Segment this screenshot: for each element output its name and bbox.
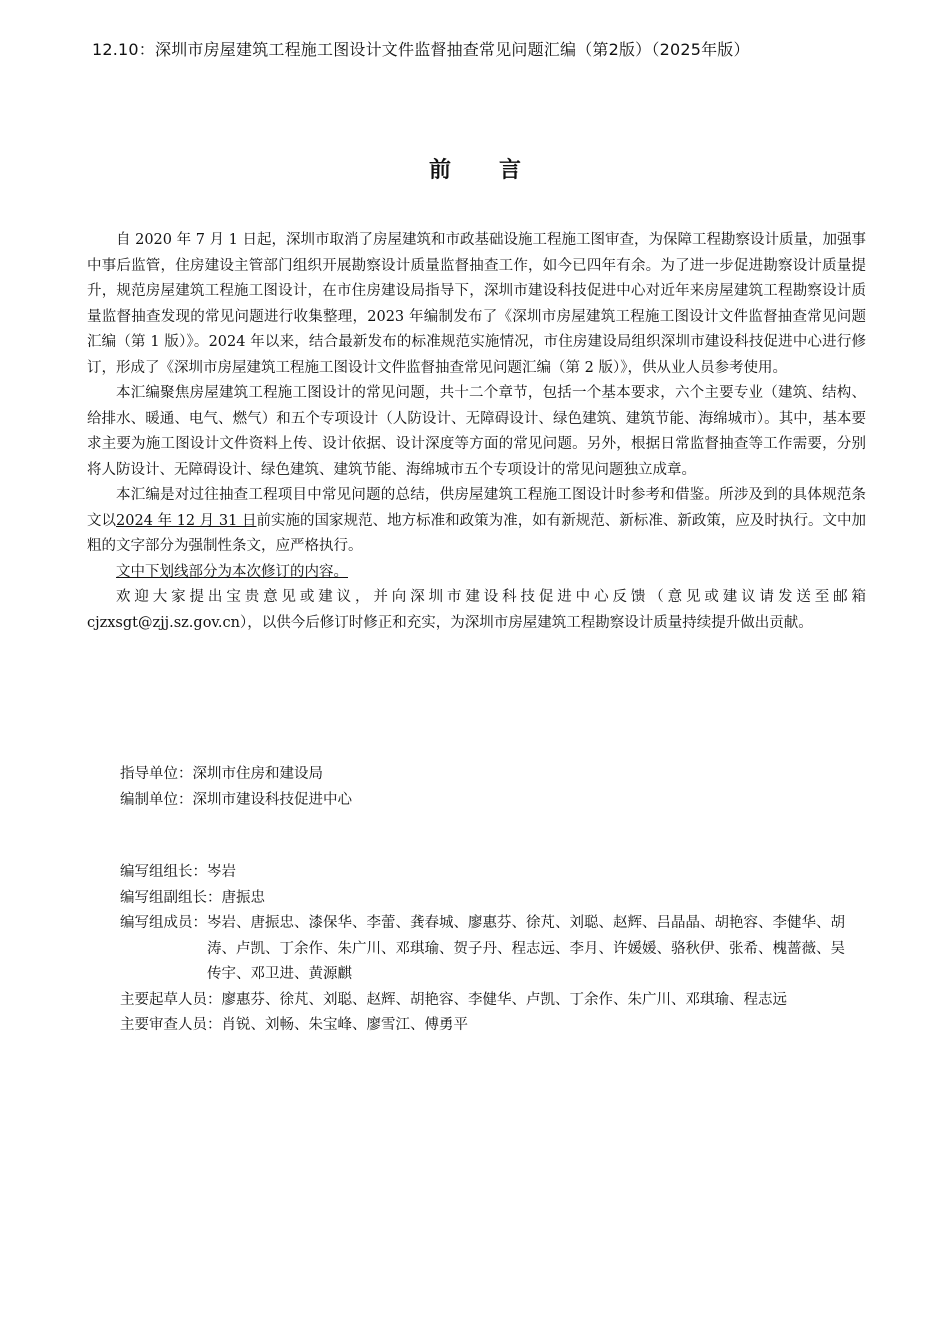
- editorial-team: [120, 860, 865, 1039]
- page-title: 前言: [428, 157, 569, 183]
- preface-paragraph-4: [87, 560, 866, 586]
- preface-body: [87, 228, 866, 636]
- deputy-leader-row: [120, 886, 865, 912]
- main-reviewers-row: [120, 1013, 865, 1039]
- preface-paragraph-1: 自 2020 年 7 月 1 日起，深圳市取消了房屋建筑和市政基础设施工程施工图审查，为保障工程勘察设计质量，加强事中事后监管，住房建设主管部门组织开展勘察设计质量监督抽查工作，如今已四年有余。为了进一步促进勘察设计质量提升，规范房屋建筑工程施工图设计，在市住房建设局指导下，深圳市建设科技促进中心对近年来房屋建筑工程勘察设计质量监督抽查发现的常见问题进行收集整理，2023 年编制发布了《深圳市房屋建筑工程施工图设计文件监督抽查常见问题汇编（第 1 版）》。2024 年以来，结合最新发布的标准规范实施情况，市住房建设局组织深圳市建设科技促进中心进行修订，形成了《深圳市房屋建筑工程施工图设计文件监督抽查常见问题汇编（第 2 版）》，供从业人员参考使用。: [87, 232, 867, 376]
- paragraph-3-text-start: 本汇编是对过往抽查工程项目中常见问题的总结，供房屋建筑工程施工图设计时参考和借鉴。所涉及到的具体规范条文以: [87, 487, 866, 529]
- revision-date-underlined: 2024 年 12 月 31 日: [116, 512, 257, 529]
- guiding-unit-label: 指导单位：: [120, 766, 193, 782]
- main-drafters-value: 廖惠芬、徐芃、刘聪、赵辉、胡艳容、李健华、卢凯、丁余作、朱广川、邓琪瑜、程志远: [221, 991, 787, 1008]
- guiding-unit-value: 深圳市住房和建设局: [192, 766, 323, 782]
- team-leader-row: [120, 860, 865, 886]
- preface-paragraph-2: 本汇编聚焦房屋建筑工程施工图设计的常见问题，共十二个章节，包括一个基本要求，六个主要专业（建筑、结构、给排水、暖通、电气、燃气）和五个专项设计（人防设计、无障碍设计、绿色建筑、建筑节能、海绵城市）。其中，基本要求主要为施工图设计文件资料上传、设计依据、设计深度等方面的常见问题。另外，根据日常监督抽查等工作需要，分别将人防设计、无障碍设计、绿色建筑、建筑节能、海绵城市五个专项设计的常见问题独立成章。: [87, 385, 866, 478]
- compiling-unit-value: 深圳市建设科技促进中心: [192, 791, 352, 808]
- team-members-row: [120, 911, 865, 988]
- compiling-unit-label: 编制单位：: [120, 791, 193, 808]
- preface-paragraph-3: [87, 483, 866, 560]
- team-members-value: 岑岩、唐振忠、漆保华、李蕾、龚春城、廖惠芬、徐芃、刘聪、赵辉、吕晶晶、胡艳容、李健华、胡涛、卢凯、丁余作、朱广川、邓琪瑜、贺子丹、程志远、李月、许媛媛、骆秋伊、张希、槐蔷薇、吴传宇、邓卫进、黄源麒: [207, 915, 845, 982]
- deputy-leader-label: 编写组副组长：: [120, 889, 222, 906]
- compiling-unit-row: [120, 788, 352, 814]
- paragraph-3-text-end: 前实施的国家规范、地方标准和政策为准，如有新规范、新标准、新政策，应及时执行。文中加粗的文字部分为强制性条文，应严格执行。: [87, 512, 866, 554]
- guiding-unit-row: [120, 762, 352, 788]
- organization-units: [120, 762, 352, 813]
- team-members-label: 编写组成员：: [120, 915, 207, 931]
- preface-paragraph-5: 欢迎大家提出宝贵意见或建议，并向深圳市建设科技促进中心反馈（意见或建议请发送至邮箱 cjzxsgt@zjj.sz.gov.cn），以供今后修订时修正和充实，为深圳市房屋建筑工程勘察设计质量持续提升做出贡献。: [87, 589, 866, 631]
- team-leader-value: 岑岩: [207, 864, 236, 880]
- document-header: 12.10：深圳市房屋建筑工程施工图设计文件监督抽查常见问题汇编（第2版）（2025年版）: [92, 40, 750, 59]
- main-reviewers-label: 主要审查人员：: [120, 1017, 222, 1033]
- main-reviewers-value: 肖锐、刘畅、朱宝峰、廖雪江、傅勇平: [221, 1017, 468, 1033]
- team-leader-label: 编写组组长：: [120, 864, 207, 880]
- deputy-leader-value: 唐振忠: [221, 889, 265, 906]
- main-drafters-row: [120, 988, 865, 1014]
- main-drafters-label: 主要起草人员：: [120, 991, 222, 1008]
- revision-note-underlined: 文中下划线部分为本次修订的内容。: [116, 563, 348, 580]
